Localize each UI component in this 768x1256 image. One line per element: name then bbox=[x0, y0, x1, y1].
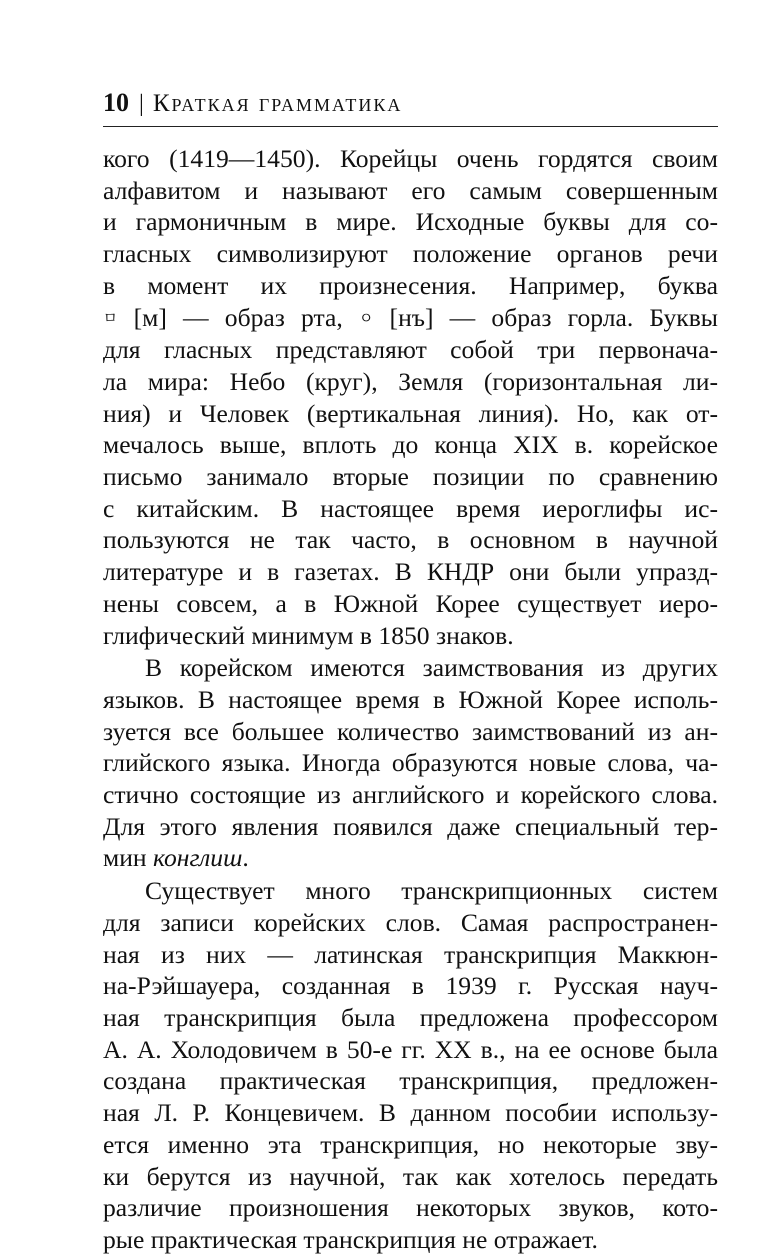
header-separator: | bbox=[139, 91, 144, 117]
text-line: гласных символизируют положение органов речи bbox=[103, 239, 718, 269]
text-line: кого (1419—1450). Корейцы очень гордятся своим bbox=[103, 144, 718, 173]
text-line bbox=[103, 842, 718, 874]
paragraph bbox=[103, 652, 718, 874]
text-line: В корейском имеются заимствования из других bbox=[145, 653, 718, 683]
text-line: создана практическая транскрипция, предложен- bbox=[103, 1066, 718, 1096]
text-line: рые практическая транскрипция не отражает. bbox=[103, 1224, 598, 1254]
text-line: литературе и в газетах. В КНДР они были упразд- bbox=[103, 557, 718, 587]
text-line: ная транскрипция была предложена профессором bbox=[103, 1002, 718, 1032]
term-konglish: конглиш bbox=[153, 843, 243, 873]
page-number: 10 bbox=[103, 88, 129, 117]
text-line: Существует много транскрипционных систем bbox=[145, 876, 718, 906]
paragraph bbox=[103, 143, 718, 651]
text-line: ется именно эта транскрипция, но некоторые зву- bbox=[103, 1129, 718, 1159]
paragraph bbox=[103, 875, 718, 1255]
text-line: языков. В настоящее время в Южной Корее исполь- bbox=[103, 684, 718, 714]
body-text bbox=[103, 143, 718, 1256]
text-line: А. А. Холодовичем в 50-е гг. XX в., на ее основе была bbox=[103, 1034, 718, 1064]
hangul-mieum-glyph: ㅁ bbox=[103, 308, 118, 327]
text-line: различие произношения некоторых звуков, кото- bbox=[103, 1193, 718, 1223]
text-line: Для этого явления появился даже специальный тер- bbox=[103, 811, 718, 841]
text-line: ная Л. Р. Концевичем. В данном пособии использу- bbox=[103, 1098, 718, 1128]
running-head bbox=[103, 88, 718, 127]
text-line: ки берутся из научной, так как хотелось передать bbox=[103, 1161, 718, 1191]
text-line: мечалось выше, вплоть до конца XIX в. корейское bbox=[103, 430, 718, 460]
text-line: зуется все большее количество заимствований из ан- bbox=[103, 716, 718, 746]
text-line: и гармоничным в мире. Исходные буквы для со- bbox=[103, 207, 718, 237]
text-line: ная из них — латинская транскрипция Маккюн- bbox=[103, 939, 718, 969]
text-fragment: мин bbox=[103, 843, 147, 873]
text-line: глийского языка. Иногда образуются новые слова, ча- bbox=[103, 748, 718, 778]
text-line: глифический минимум в 1850 знаков. bbox=[103, 620, 514, 650]
running-title: Краткая грамматика bbox=[152, 90, 403, 117]
text-line: алфавитом и называют его самым совершенным bbox=[103, 175, 718, 205]
hangul-ieung-glyph: ㅇ bbox=[358, 308, 374, 327]
text-line: для гласных представляют собой три первонача- bbox=[103, 335, 718, 365]
book-page bbox=[103, 88, 718, 1256]
text-line: для записи корейских слов. Самая распространен- bbox=[103, 907, 718, 937]
text-line: пользуются не так часто, в основном в научной bbox=[103, 525, 718, 555]
text-line: письмо занимало вторые позиции по сравнению bbox=[103, 462, 718, 492]
text-fragment: . bbox=[242, 843, 249, 873]
text-line: ла мира: Небо (круг), Земля (горизонтальная ли- bbox=[103, 366, 718, 396]
text-line: на-Рэйшауера, созданная в 1939 г. Русская науч- bbox=[103, 971, 718, 1001]
text-line: с китайским. В настоящее время иероглифы ис- bbox=[103, 493, 718, 523]
text-line: ния) и Человек (вертикальная линия). Но, как от- bbox=[103, 398, 718, 428]
text-line bbox=[103, 302, 718, 335]
text-line: нены совсем, а в Южной Корее существует иеро- bbox=[103, 588, 718, 618]
text-fragment: [нъ] — образ горла. Буквы bbox=[389, 302, 719, 332]
text-fragment: [м] — образ рта, bbox=[133, 302, 343, 332]
text-line: в момент их произнесения. Например, буква bbox=[103, 270, 718, 300]
text-line: стично состоящие из английского и корейского слова. bbox=[103, 780, 718, 810]
